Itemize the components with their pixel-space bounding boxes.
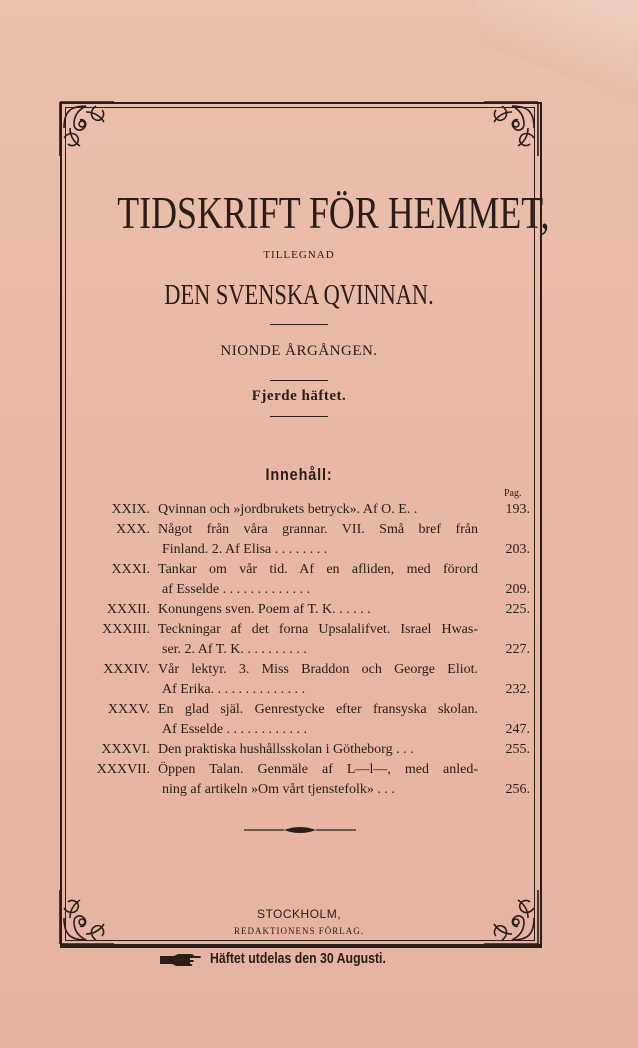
toc-entry-page: 256. bbox=[505, 782, 530, 797]
toc-entry-number: XXIX. bbox=[111, 502, 150, 517]
table-of-contents bbox=[80, 500, 530, 800]
corner-fold bbox=[478, 0, 638, 110]
page-column-heading: Pag. bbox=[504, 488, 522, 499]
toc-entry-title-line: Teckningar af det forna Upsalalifvet. Israel Hwas- bbox=[158, 622, 478, 637]
toc-entry-title-line: ser. 2. Af T. K. . . . . . . . . . bbox=[162, 642, 307, 657]
toc-entry bbox=[80, 660, 530, 700]
distribution-notice: Häftet utdelas den 30 Augusti. bbox=[210, 950, 386, 967]
toc-entry-title-line: Något från våra grannar. VII. Små bref från bbox=[158, 522, 478, 537]
journal-title: TIDSKRIFT FÖR HEMMET, bbox=[117, 187, 550, 238]
toc-entry-page: 227. bbox=[505, 642, 530, 657]
toc-entry-number: XXXIV. bbox=[103, 662, 150, 677]
toc-entry-title-line: Tankar om vår tid. Af en afliden, med förord bbox=[158, 562, 478, 577]
toc-entry-number: XXXII. bbox=[106, 602, 150, 617]
toc-entry-page: 193. bbox=[505, 502, 530, 517]
issue-label: Fjerde häftet. bbox=[251, 388, 347, 404]
ornamental-separator-icon bbox=[244, 826, 356, 834]
toc-entry bbox=[80, 520, 530, 560]
toc-entry-title-line: ning af artikeln »Om vårt tjenstefolk» . . . bbox=[162, 782, 395, 797]
toc-entry-title-line: Qvinnan och »jordbrukets betryck». Af O. E. . bbox=[158, 502, 418, 517]
toc-entry-title-line: Konungens sven. Poem af T. K. . . . . . bbox=[158, 602, 371, 617]
toc-entry-title-line: af Esselde . . . . . . . . . . . . . bbox=[162, 582, 311, 597]
toc-entry-title-line: Af Erika. . . . . . . . . . . . . . bbox=[162, 682, 306, 697]
toc-entry-page: 225. bbox=[505, 602, 530, 617]
journal-subtitle: DEN SVENSKA QVINNAN. bbox=[164, 280, 434, 311]
corner-ornament-icon bbox=[56, 98, 118, 160]
toc-entry-page: 255. bbox=[505, 742, 530, 757]
toc-entry bbox=[80, 760, 530, 800]
toc-entry bbox=[80, 620, 530, 660]
toc-entry-number: XXXIII. bbox=[102, 622, 150, 637]
toc-entry-number: XXXVI. bbox=[101, 742, 150, 757]
toc-entry bbox=[80, 700, 530, 740]
toc-entry bbox=[80, 600, 530, 620]
toc-entry-number: XXXI. bbox=[111, 562, 150, 577]
divider bbox=[270, 324, 328, 325]
publisher-label: REDAKTIONENS FÖRLAG. bbox=[234, 926, 364, 936]
toc-entry-page: 232. bbox=[505, 682, 530, 697]
toc-entry-title-line: Finland. 2. Af Elisa . . . . . . . . bbox=[162, 542, 328, 557]
dedication-label: TILLEGNAD bbox=[263, 249, 335, 261]
toc-entry-title-line: Af Esselde . . . . . . . . . . . . bbox=[162, 722, 308, 737]
divider bbox=[270, 380, 328, 381]
toc-entry-number: XXX. bbox=[116, 522, 150, 537]
toc-entry-title-line: Vår lektyr. 3. Miss Braddon och George Eliot. bbox=[158, 662, 478, 677]
toc-entry bbox=[80, 740, 530, 760]
toc-entry-title-line: En glad själ. Genrestycke efter fransyska skolan. bbox=[158, 702, 478, 717]
toc-entry bbox=[80, 560, 530, 600]
bottom-rule bbox=[60, 944, 540, 946]
imprint-city: STOCKHOLM, bbox=[256, 907, 342, 921]
toc-entry-title-line: Öppen Talan. Genmäle af L—l—, med anled- bbox=[158, 762, 478, 777]
toc-entry-number: XXXVII. bbox=[96, 762, 150, 777]
contents-heading: Innehåll: bbox=[265, 465, 333, 484]
toc-entry-page: 209. bbox=[505, 582, 530, 597]
toc-entry-page: 203. bbox=[505, 542, 530, 557]
divider bbox=[270, 416, 328, 417]
pointing-hand-icon bbox=[160, 953, 202, 967]
toc-entry-title-line: Den praktiska hushållsskolan i Götheborg . . . bbox=[158, 742, 414, 757]
toc-entry-page: 247. bbox=[505, 722, 530, 737]
volume-year: NIONDE ÅRGÅNGEN. bbox=[220, 343, 378, 359]
corner-ornament-icon bbox=[480, 98, 542, 160]
toc-entry bbox=[80, 500, 530, 520]
toc-entry-number: XXXV. bbox=[107, 702, 150, 717]
